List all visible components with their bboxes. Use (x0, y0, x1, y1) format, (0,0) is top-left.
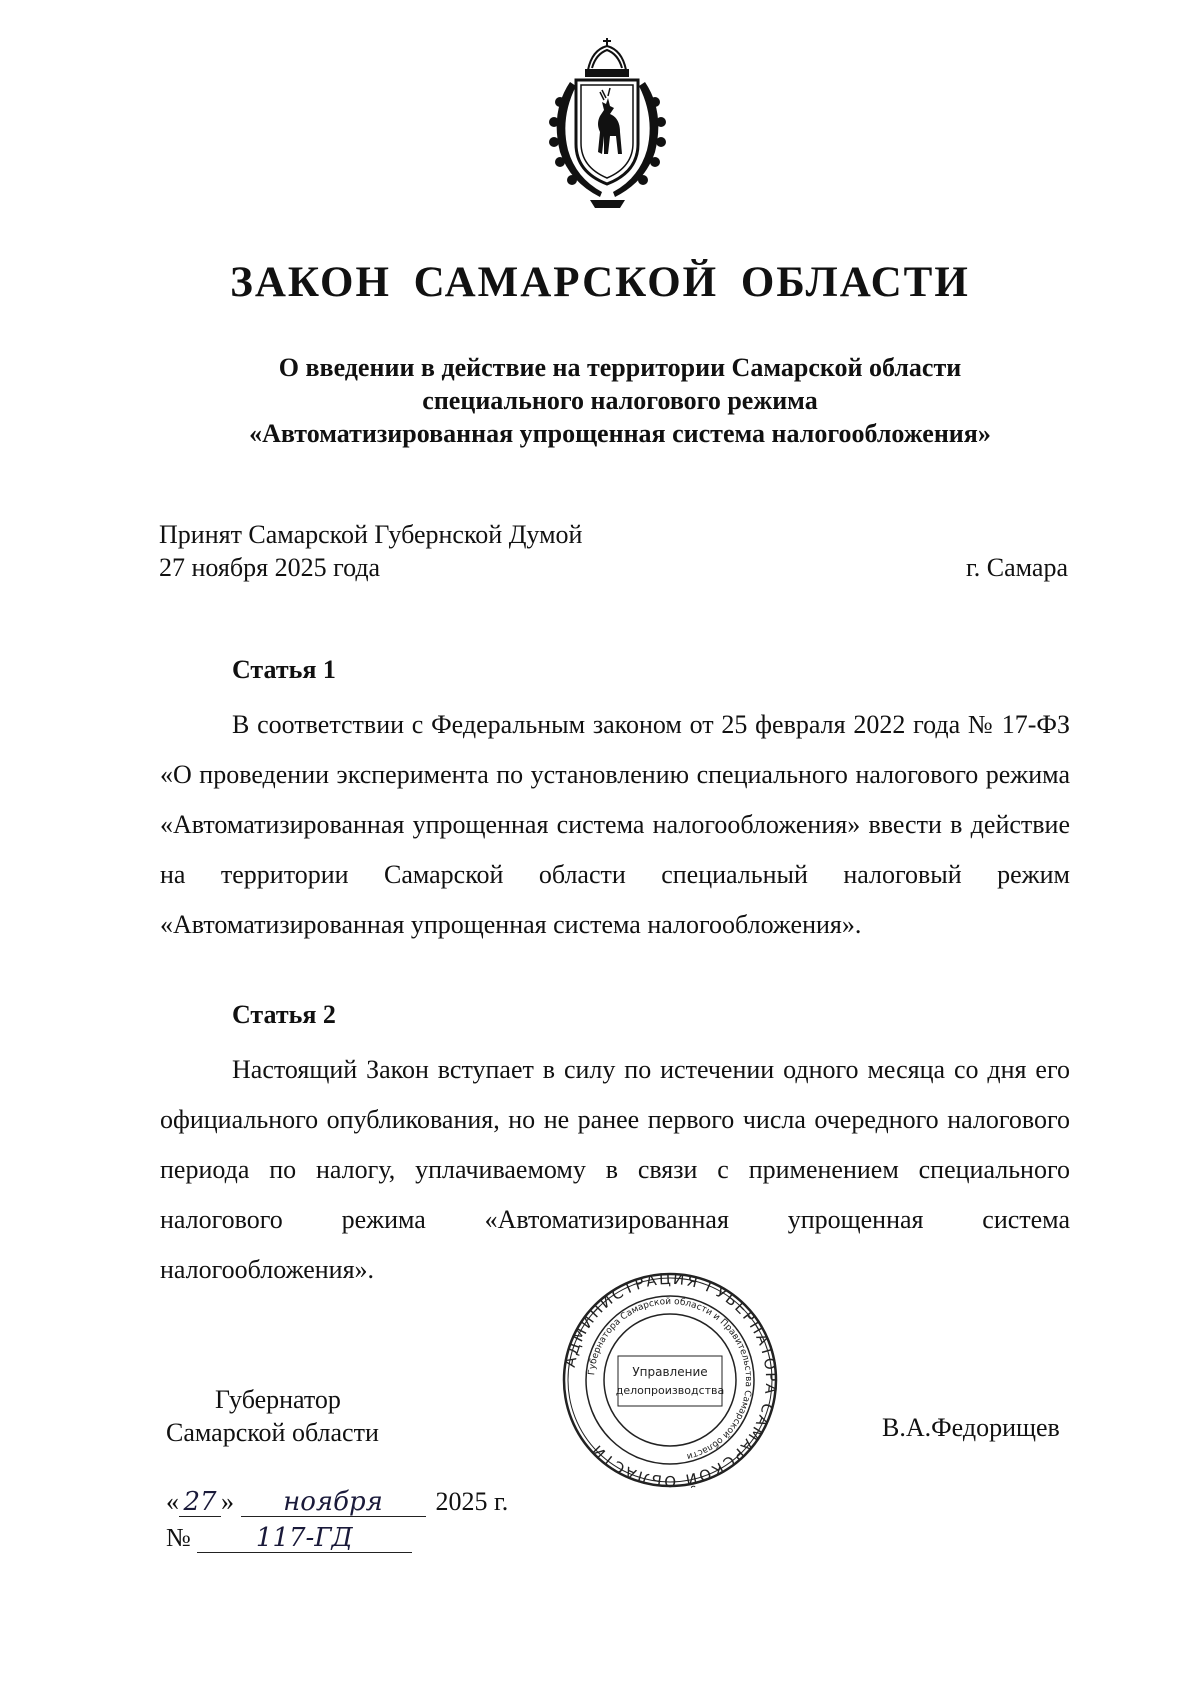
svg-text:делопроизводства: делопроизводства (615, 1384, 725, 1397)
adoption-city: г. Самара (966, 553, 1068, 582)
article-1-heading: Статья 1 (232, 655, 336, 684)
law-subtitle-line-1: О введении в действие на территории Самарской области (278, 353, 962, 382)
article-2-heading: Статья 2 (232, 1000, 336, 1029)
date-open-quote: « (166, 1487, 179, 1516)
svg-text:Губернатора Самарской области: Губернатора Самарской области и Правительства Самарской области (587, 1296, 754, 1462)
adoption-date: 27 ноября 2025 года (159, 553, 381, 582)
article-1-text: В соответствии с Федеральным законом от 25 февраля 2022 года № 17-ФЗ «О проведении эксперимента по установлению специального налогового режима «Автоматизированная упрощенная система налогообложения» ввести в действие на территории Самарской области специальный налоговый режим «Автоматизированная упрощенная система налогообложения». (160, 710, 1070, 939)
article-2-text: Настоящий Закон вступает в силу по истечении одного месяца со дня его официального опубликования, но не ранее первого числа очередного налогового периода по налогу, уплачиваемому в связи с применением специального налогового режима «Автоматизированная упрощенная система налогообложения». (160, 1055, 1070, 1284)
law-subtitle-line-2: специального налогового режима (422, 386, 818, 415)
date-year: 2025 г. (435, 1487, 509, 1516)
law-title: ЗАКОН САМАРСКОЙ ОБЛАСТИ (230, 259, 970, 306)
svg-text:АДМИНИСТРАЦИЯ ГУБЕРНАТОРА САМА: АДМИНИСТРАЦИЯ ГУБЕРНАТОРА САМАРСКОЙ ОБЛАСТИ (560, 1270, 780, 1490)
official-stamp (560, 1270, 780, 1490)
date-day-handwritten: 27 (179, 1488, 221, 1517)
registration-number (166, 1523, 412, 1553)
samara-coat-of-arms-icon (530, 32, 685, 212)
number-handwritten: 117-ГД (197, 1524, 412, 1553)
registration-date (166, 1487, 508, 1517)
signer-position-line-2: Самарской области (166, 1418, 379, 1447)
date-month-handwritten: ноября (241, 1488, 426, 1517)
signer-position-line-1: Губернатор (215, 1385, 341, 1414)
number-label: № (166, 1523, 191, 1552)
svg-text:Управление: Управление (632, 1365, 708, 1379)
signer-name: В.А.Федорищев (882, 1413, 1060, 1442)
law-subtitle-line-3: «Автоматизированная упрощенная система налогообложения» (249, 419, 991, 448)
date-close-quote: » (221, 1487, 234, 1516)
adoption-body: Принят Самарской Губернской Думой (159, 520, 583, 549)
